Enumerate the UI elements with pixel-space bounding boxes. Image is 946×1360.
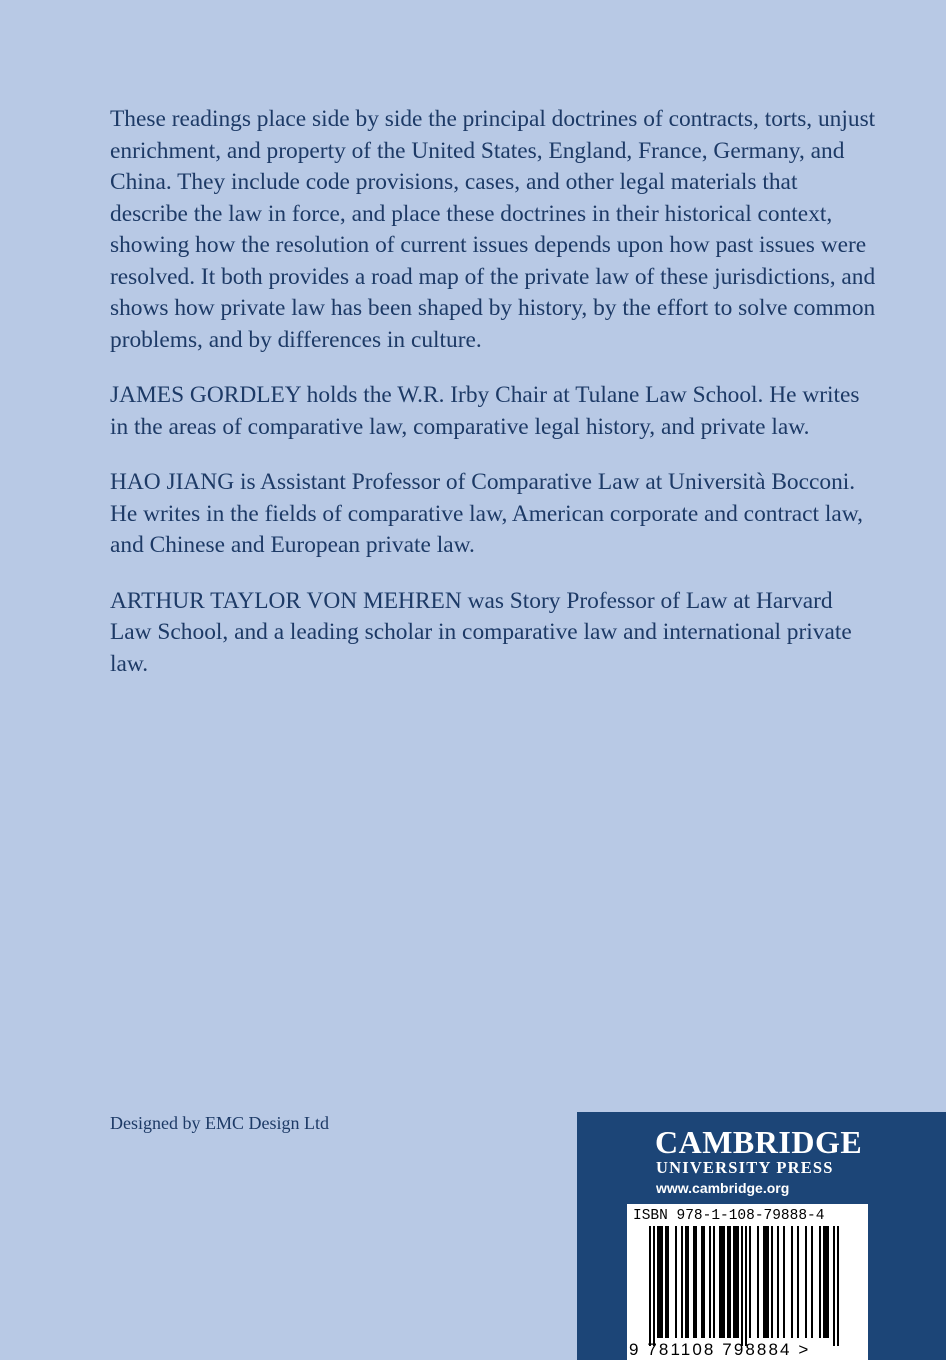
barcode-panel: [627, 1204, 868, 1360]
barcode-bar: [701, 1226, 705, 1338]
back-cover-blurb: [110, 104, 880, 704]
barcode-bar: [791, 1226, 793, 1338]
barcode-bar: [819, 1226, 821, 1338]
barcode-bar: [649, 1226, 651, 1346]
author-bio-von-mehren: ARTHUR TAYLOR VON MEHREN was Story Professor of Law at Harvard Law School, and a leading scholar in comparative law and international private law.: [110, 587, 852, 677]
barcode-bar: [745, 1226, 747, 1346]
barcode-bar: [763, 1226, 769, 1338]
publisher-box: [577, 1112, 946, 1360]
barcode-bar: [727, 1226, 731, 1338]
author-bio-gordley: JAMES GORDLEY holds the W.R. Irby Chair at Tulane Law School. He writes in the areas of comparative law, comparative legal history, and private law.: [110, 382, 860, 440]
barcode-bar: [713, 1226, 715, 1338]
barcode-bar: [805, 1226, 807, 1338]
barcode-bar: [777, 1226, 779, 1338]
designer-credit: Designed by EMC Design Ltd: [110, 1113, 329, 1133]
barcode-bar: [675, 1226, 677, 1338]
barcode-bar: [657, 1226, 663, 1338]
isbn-label: ISBN 978-1-108-79888-4: [633, 1208, 825, 1224]
description-paragraph: These readings place side by side the principal doctrines of contracts, torts, unjust enrichment, and property of the United States, England, France, Germany, and China. They include code provisions, cases, and other legal materials that describe the law in force, and place these doctrines in their historical context, showing how the resolution of current issues depends upon how past issues were resolved. It both provides a road map of the private law of these jurisdictions, and shows how private law has been shaped by history, by the effort to solve common problems, and by differences in culture.: [110, 106, 876, 353]
barcode-bar: [719, 1226, 725, 1338]
author-bio-jiang: HAO JIANG is Assistant Professor of Comparative Law at Università Bocconi. He writes in the fields of comparative law, American corporate and contract law, and Chinese and European private law.: [110, 469, 863, 558]
publisher-subname: UNIVERSITY PRESS: [656, 1158, 834, 1177]
barcode-bar: [749, 1226, 751, 1338]
barcode-bar: [783, 1226, 785, 1338]
barcode-bar: [823, 1226, 829, 1338]
barcode-bar: [757, 1226, 759, 1338]
barcode-bar: [665, 1226, 669, 1338]
barcode-bar: [741, 1226, 743, 1346]
barcode-digits: 9 781108 798884 >: [629, 1340, 811, 1359]
barcode-bar: [833, 1226, 835, 1346]
barcode-bar: [709, 1226, 711, 1338]
barcode-bar: [681, 1226, 683, 1338]
barcode-bar: [811, 1226, 813, 1338]
barcode-bar: [837, 1226, 839, 1346]
publisher-name: CAMBRIDGE: [655, 1124, 863, 1160]
barcode-bar: [653, 1226, 655, 1346]
barcode-bar: [771, 1226, 773, 1338]
barcode-bar: [733, 1226, 739, 1338]
barcode-bar: [797, 1226, 799, 1338]
barcode-bar: [685, 1226, 689, 1338]
barcode-graphic: [627, 1204, 868, 1360]
barcode-bar: [693, 1226, 697, 1338]
publisher-url: www.cambridge.org: [656, 1180, 790, 1196]
